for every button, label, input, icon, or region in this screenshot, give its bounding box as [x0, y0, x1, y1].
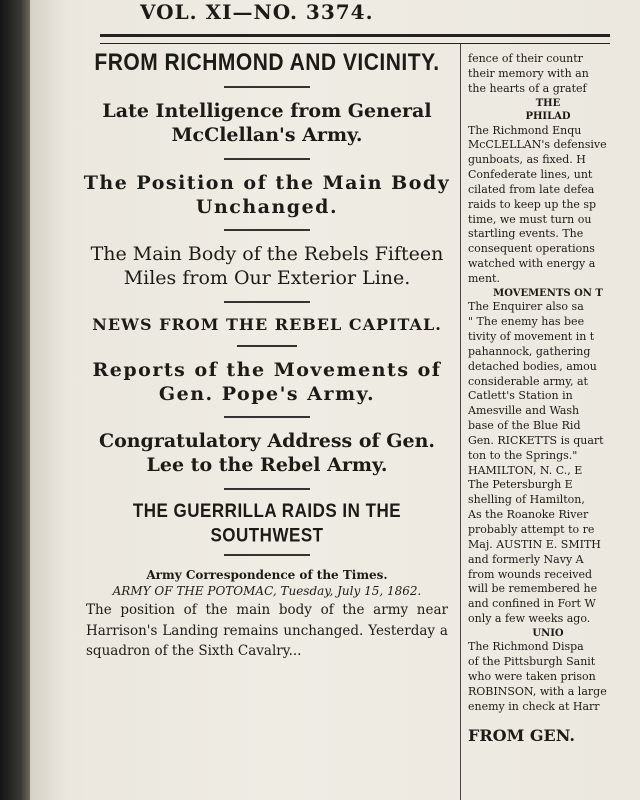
right-bottom-headline: FROM GEN. — [468, 725, 575, 745]
right-column-line: enemy in check at Harr — [468, 699, 600, 713]
divider — [224, 158, 310, 160]
right-column-line: only a few weeks ago. — [468, 612, 591, 626]
byline: Army Correspondence of the Times. — [146, 568, 388, 583]
right-column-line: PHILAD — [525, 111, 571, 123]
headline-rebel-capital: NEWS FROM THE REBEL CAPITAL. — [92, 314, 442, 334]
right-column-line: " The enemy has bee — [468, 315, 585, 329]
right-column-line: time, we must turn ou — [468, 212, 592, 226]
divider — [224, 86, 310, 88]
right-column-line: Amesville and Wash — [468, 404, 580, 418]
right-column-line: The Richmond Dispa — [468, 640, 584, 654]
headline-guerrilla: THE GUERRILLA RAIDS IN THE SOUTHWEST — [132, 499, 402, 546]
right-column-line: ton to the Springs." — [468, 448, 578, 462]
headline-rebels: The Main Body of the Rebels Fifteen Miles from Our Exterior Line. — [90, 243, 444, 289]
right-column-line: base of the Blue Rid — [468, 419, 581, 433]
dateline: ARMY OF THE POTOMAC, Tuesday, July 15, 1862. — [112, 584, 422, 599]
right-column-line: probably attempt to re — [468, 522, 595, 536]
right-column-line: fence of their countr — [468, 52, 583, 65]
right-column-line: the hearts of a gratef — [468, 81, 587, 95]
divider — [224, 301, 310, 303]
right-column-line: Catlett's Station in — [468, 389, 573, 403]
right-column-line: raids to keep up the sp — [468, 197, 597, 211]
column-rule — [460, 44, 461, 800]
right-column-line: and confined in Fort W — [468, 597, 596, 611]
right-column-line: startling events. The — [468, 227, 584, 241]
right-column-line: Confederate lines, unt — [468, 168, 593, 182]
right-column-line: McCLELLAN's defensive — [468, 138, 607, 152]
right-column-line: UNIO — [532, 627, 564, 639]
right-column-line: from wounds received — [468, 567, 592, 581]
right-column-line: considerable army, at — [468, 374, 588, 388]
right-column-line: and formerly Navy A — [468, 552, 584, 566]
right-column-line: ment. — [468, 271, 500, 285]
right-column-line: Maj. AUSTIN E. SMITH — [468, 537, 601, 551]
right-column-line: their memory with an — [468, 66, 589, 80]
divider — [224, 554, 310, 556]
headline-lee: Congratulatory Address of Gen. Lee to the Rebel Army. — [98, 430, 436, 476]
right-column-line: watched with energy a — [468, 257, 596, 271]
right-column-line: of the Pittsburgh Sanit — [468, 655, 596, 669]
right-column-line: The Enquirer also sa — [468, 300, 584, 314]
binding-edge — [0, 0, 30, 800]
right-column-line: detached bodies, amou — [468, 359, 597, 373]
headline-intelligence: Late Intelligence from General McClellan's Army. — [102, 100, 432, 146]
right-column-line: HAMILTON, N. C., E — [468, 463, 583, 477]
divider — [224, 229, 310, 231]
top-rule — [100, 34, 610, 44]
divider — [224, 488, 310, 490]
right-column-line: will be remembered he — [468, 582, 598, 596]
article-body: The position of the main body of the army near Harrison's Landing remains unchanged. Yesterday a squadron of the Sixth Cavalry... — [86, 602, 448, 659]
divider — [224, 416, 310, 418]
headline-position: The Position of the Main Body Unchanged. — [83, 171, 451, 218]
right-column-line: ROBINSON, with a large — [468, 684, 607, 698]
right-column — [468, 52, 628, 746]
headline-pope: Reports of the Movements of Gen. Pope's Army. — [92, 358, 442, 405]
right-column-line: Gen. RICKETTS is quart — [468, 433, 604, 447]
right-column-line: MOVEMENTS ON T — [493, 287, 603, 299]
right-column-line: tivity of movement in t — [468, 330, 595, 343]
divider — [237, 345, 297, 347]
right-column-line: The Petersburgh E — [468, 478, 573, 492]
right-column-line: As the Roanoke River — [468, 508, 589, 522]
right-column-line: THE — [535, 97, 561, 109]
main-column — [82, 50, 452, 661]
masthead: VOL. XI—NO. 3374. — [140, 0, 374, 24]
right-column-line: The Richmond Enqu — [468, 123, 582, 137]
right-column-line: who were taken prison — [468, 670, 596, 684]
right-column-line: pahannock, gathering — [468, 344, 591, 358]
headline-richmond: FROM RICHMOND AND VICINITY. — [94, 49, 440, 76]
right-column-text — [468, 52, 628, 715]
right-column-line: shelling of Hamilton, — [468, 493, 585, 507]
right-column-line: consequent operations — [468, 242, 595, 256]
right-column-line: cilated from late defea — [468, 182, 595, 196]
right-column-line: gunboats, as fixed. H — [468, 153, 586, 167]
